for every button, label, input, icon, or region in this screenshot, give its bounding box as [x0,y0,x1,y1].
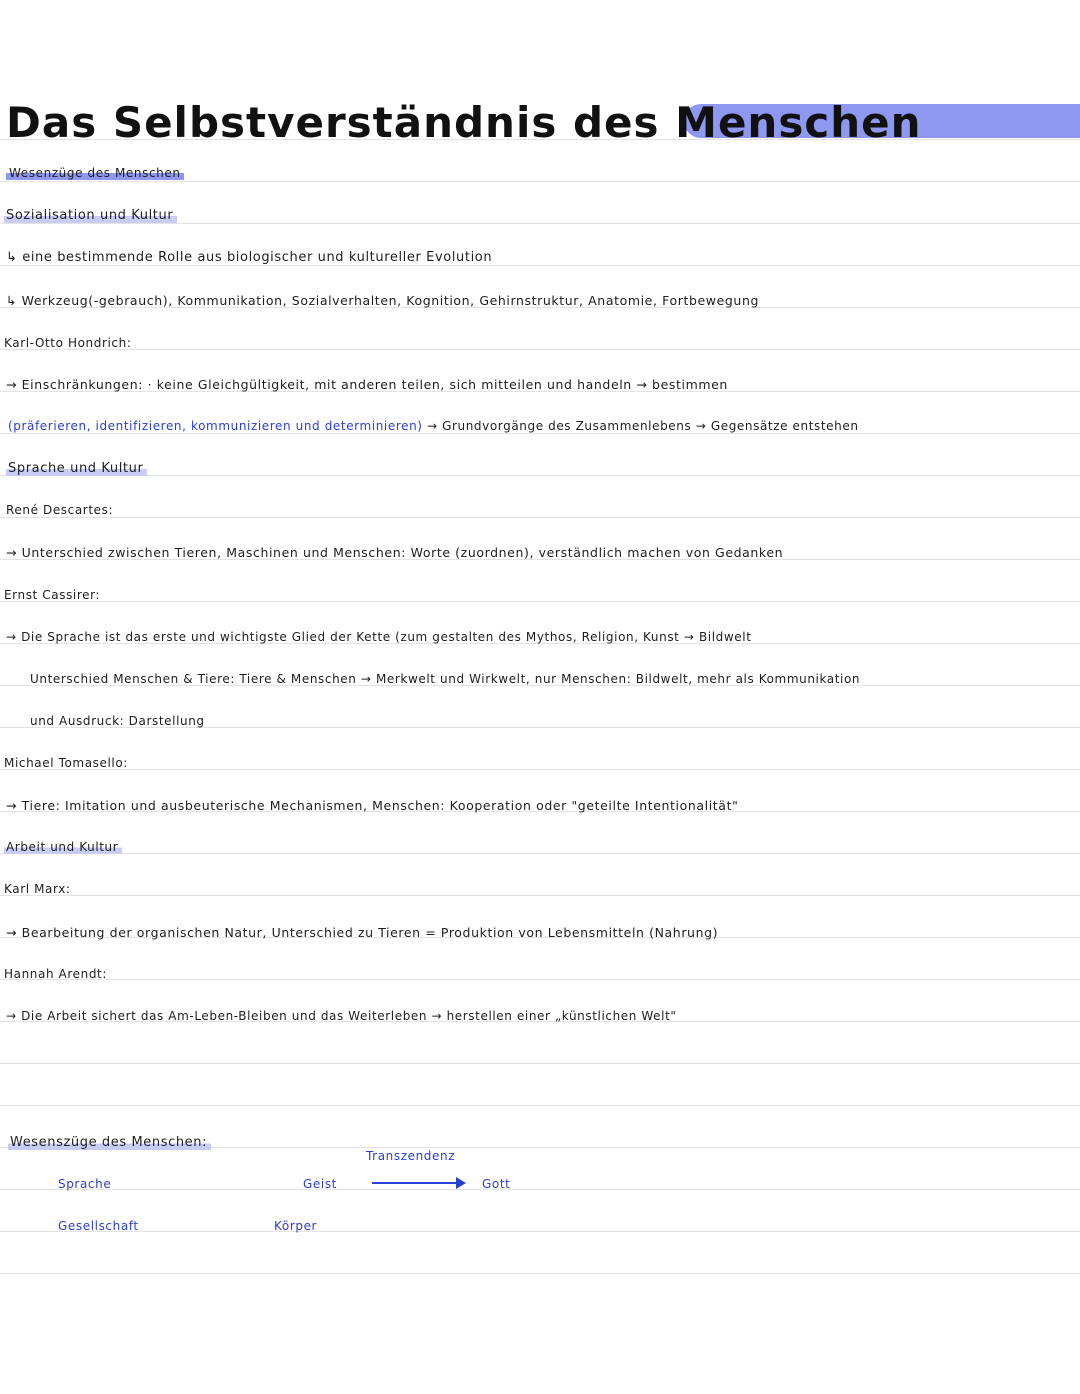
author-label: Karl Marx: [4,882,71,896]
summary-heading [8,1135,211,1150]
note-line-pair [8,419,859,433]
author-label: Hannah Arendt: [4,967,107,981]
note-line: → Bearbeitung der organischen Natur, Unterschied zu Tieren = Produktion von Lebensmitteln (Nahrung) [6,925,719,940]
summary-sprache: Sprache [58,1177,112,1191]
arrow-line [372,1182,462,1184]
note-line: → Die Sprache ist das erste und wichtigste Glied der Kette (zum gestalten des Mythos, Religion, Kunst → Bildwelt [6,630,752,644]
note-line-blue: (präferieren, identifizieren, kommunizieren und determinieren) [8,419,423,433]
note-line: → Grundvorgänge des Zusammenlebens → Gegensätze entstehen [427,419,859,433]
subtitle-text: Wesenzüge des Menschen [6,166,184,180]
summary-transzendenz: Transzendenz [366,1149,456,1163]
note-line: → Unterschied zwischen Tieren, Maschinen und Menschen: Worte (zuordnen), verständlich machen von Gedanken [6,545,784,560]
note-line: Unterschied Menschen & Tiere: Tiere & Menschen → Merkwelt und Wirkwelt, nur Menschen: Bildwelt, mehr als Kommunikation [30,672,861,686]
section-heading-arbeit [4,840,122,854]
author-label: Ernst Cassirer: [4,588,101,602]
subtitle [6,166,184,180]
author-label: René Descartes: [6,503,114,517]
note-line: ↳ Werkzeug(-gebrauch), Kommunikation, Sozialverhalten, Kognition, Gehirnstruktur, Anatomie, Fortbewegung [6,293,760,308]
author-label: Michael Tomasello: [4,756,128,770]
arrow-head-icon [456,1177,466,1189]
summary-geist: Geist [303,1177,337,1191]
section-heading-text: Sozialisation und Kultur [4,208,177,223]
note-line: und Ausdruck: Darstellung [30,714,205,728]
summary-gott: Gott [482,1177,511,1191]
section-heading-sprache [6,461,147,476]
summary-gesellschaft: Gesellschaft [58,1219,139,1233]
note-line: → Die Arbeit sichert das Am-Leben-Bleiben und das Weiterleben → herstellen einer „künstlichen Welt" [6,1009,677,1023]
summary-koerper: Körper [274,1219,318,1233]
note-line: → Tiere: Imitation und ausbeuterische Mechanismen, Menschen: Kooperation oder "geteilte Intentionalität" [6,798,739,813]
section-heading-sozialisation [4,208,177,223]
page-title: Das Selbstverständnis des Menschen [6,98,922,147]
section-heading-text: Arbeit und Kultur [4,840,122,854]
section-heading-text: Sprache und Kultur [6,461,147,476]
note-line: → Einschränkungen: · keine Gleichgültigkeit, mit anderen teilen, sich mitteilen und handeln → bestimmen [6,377,728,392]
note-line: ↳ eine bestimmende Rolle aus biologischer und kultureller Evolution [6,250,493,265]
summary-heading-text: Wesenszüge des Menschen: [8,1135,211,1150]
author-label: Karl-Otto Hondrich: [4,336,132,350]
